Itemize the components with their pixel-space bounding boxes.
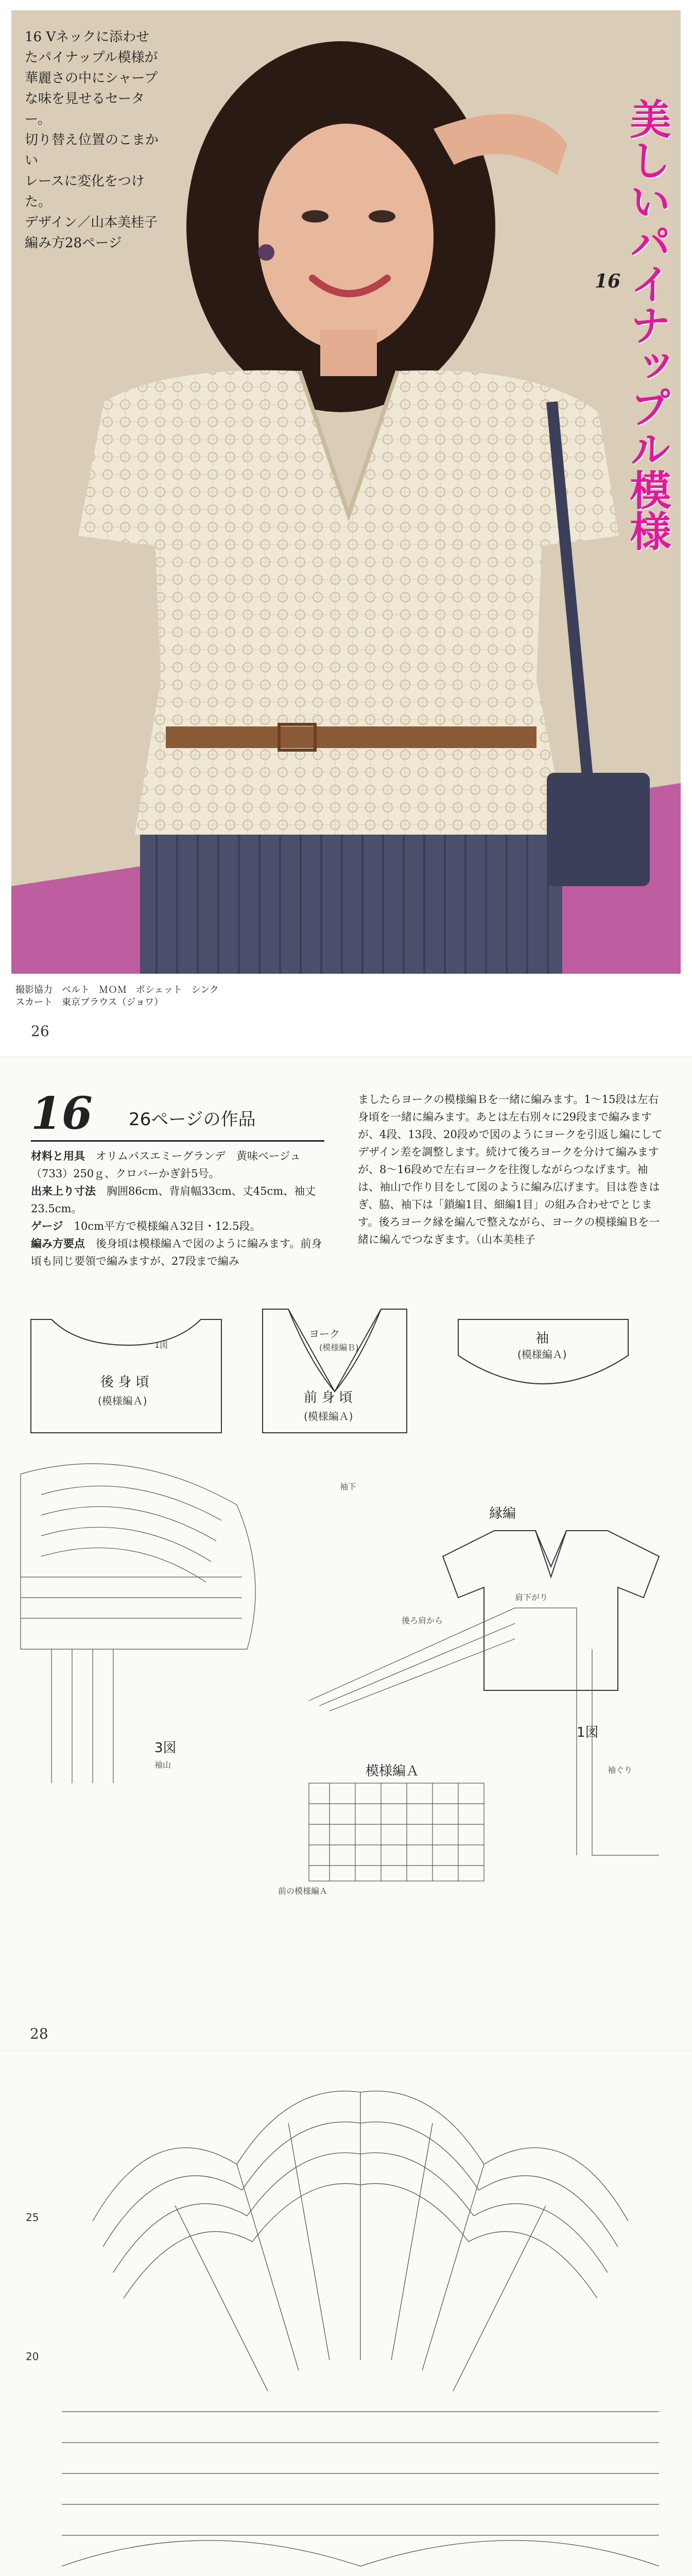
page-number: 26 [31,1023,49,1040]
pattern-heading: 26ページの作品 [129,1109,256,1130]
page-26 [0,0,692,1056]
row-number: 25 [26,2211,39,2224]
crochet-chart-fig3 [21,1464,255,1783]
pattern-a-start-label: 前の模様編Ａ [278,1886,328,1896]
materials-label: 材料と用具 [31,1149,85,1162]
method-label: 編み方要点 [31,1237,85,1250]
gauge-text: 10cm平方で模様編Ａ32目・12.5段。 [74,1220,261,1232]
caption-line: 切り替え位置のこまかい [25,132,159,168]
schematic-diagrams [0,1289,692,2030]
photo-caption [25,27,164,253]
front-body-label: 前 身 頃 [304,1390,353,1405]
armpit-label: 袖下 [340,1482,357,1492]
fig1-ref-label: 1図 [154,1340,168,1350]
back-body-pattern-label: (模様編Ａ) [98,1395,147,1407]
credit-line: スカート 東京ブラウス（ジョワ） [15,997,164,1008]
fig3-label: 3図 [154,1740,177,1756]
yoke-label: ヨーク [309,1328,340,1340]
page-29 [0,2050,692,2576]
method-text: 後身頃は模様編Ａで図のように編みます。前身頃も同じ要領で編みますが、27段まで編み [31,1238,322,1267]
shoulder-drop-label: 肩下がり [515,1592,548,1602]
materials-paragraph [31,1147,330,1182]
caption-line: 16 Vネックに添わせ [25,29,150,45]
heading-rule [31,1140,324,1142]
vertical-title: 美しいパイナップル模様 [623,98,671,551]
caption-line: 華麗さの中にシャープ [25,71,158,86]
page-28 [0,1056,692,2051]
sleeve-cap-label: 袖山 [154,1760,171,1770]
caption-line: たパイナップル模様が [25,50,158,65]
yoke-pattern-label: (模様編Ｂ) [319,1343,359,1352]
armhole-label: 袖ぐり [608,1765,633,1775]
sleeve-label: 袖 [535,1331,549,1346]
pattern-a-swatch [309,1783,484,1881]
caption-line: デザイン／山本美桂子 [25,215,158,230]
caption-line: な味を見せるセーター。 [25,91,145,127]
back-shoulder-label: 後ろ肩から [402,1616,443,1625]
garment-sketch [443,1531,659,1690]
caption-line: 編み方28ページ [25,235,122,251]
method-paragraph [31,1235,330,1270]
front-body-pattern-label: (模様編Ａ) [304,1410,353,1422]
sleeve-pattern-label: (模様編Ａ) [517,1348,567,1361]
fig1-label: 1図 [577,1725,599,1740]
size-label: 出来上り寸法 [31,1184,96,1197]
edging-label: 縁編 [489,1506,516,1521]
fig2-crochet-chart [0,2051,692,2576]
gauge-label: ゲージ [31,1219,63,1232]
row-number: 20 [26,2350,39,2363]
size-text: 胸囲86cm、背肩幅33cm、丈45cm、袖丈23.5cm。 [31,1185,316,1215]
gauge-paragraph [31,1217,330,1235]
credit-line: 撮影協力 ベルト ＭＯＭ ポシェット シンク [15,985,219,995]
caption-line: レースに変化をつけた。 [25,174,145,210]
photo-credit [15,984,324,1009]
page-number: 28 [30,2025,48,2042]
photo-number: 16 [595,270,621,292]
size-paragraph [31,1182,330,1217]
materials-text: オリムパスエミーグランデ 黄味ベージュ（733）250ｇ、クロバーかぎ針5号。 [31,1150,301,1180]
back-body-label: 後 身 頃 [100,1375,149,1390]
pattern-number: 16 [31,1088,93,1140]
instructions-right-column: ましたらヨークの模様編Ｂを一緒に編みます。1〜15段は左右身頃を一緒に編みます。あとは左右別々に29段まで編みますが、4段、13段、20段めで図のようにヨークを引返し編にしてデザイン差を調整します。続けて後ろヨークを分けて編みますが、8〜16段めで左右ヨークを往復しながらつなげます。袖は、袖山で作り目をして図のように編み広げます。目は巻きはぎ、脇、袖下は「鎖編1目、細編1目」の組み合わせでとじます。後ろヨーク縁を編んで整えながら、ヨークの模様編Ｂを一緒に編んでつなぎます。（山本美桂子 [358,1093,663,1246]
pattern-a-label: 模様編Ａ [366,1764,420,1779]
instructions-left-column [31,1147,330,1270]
